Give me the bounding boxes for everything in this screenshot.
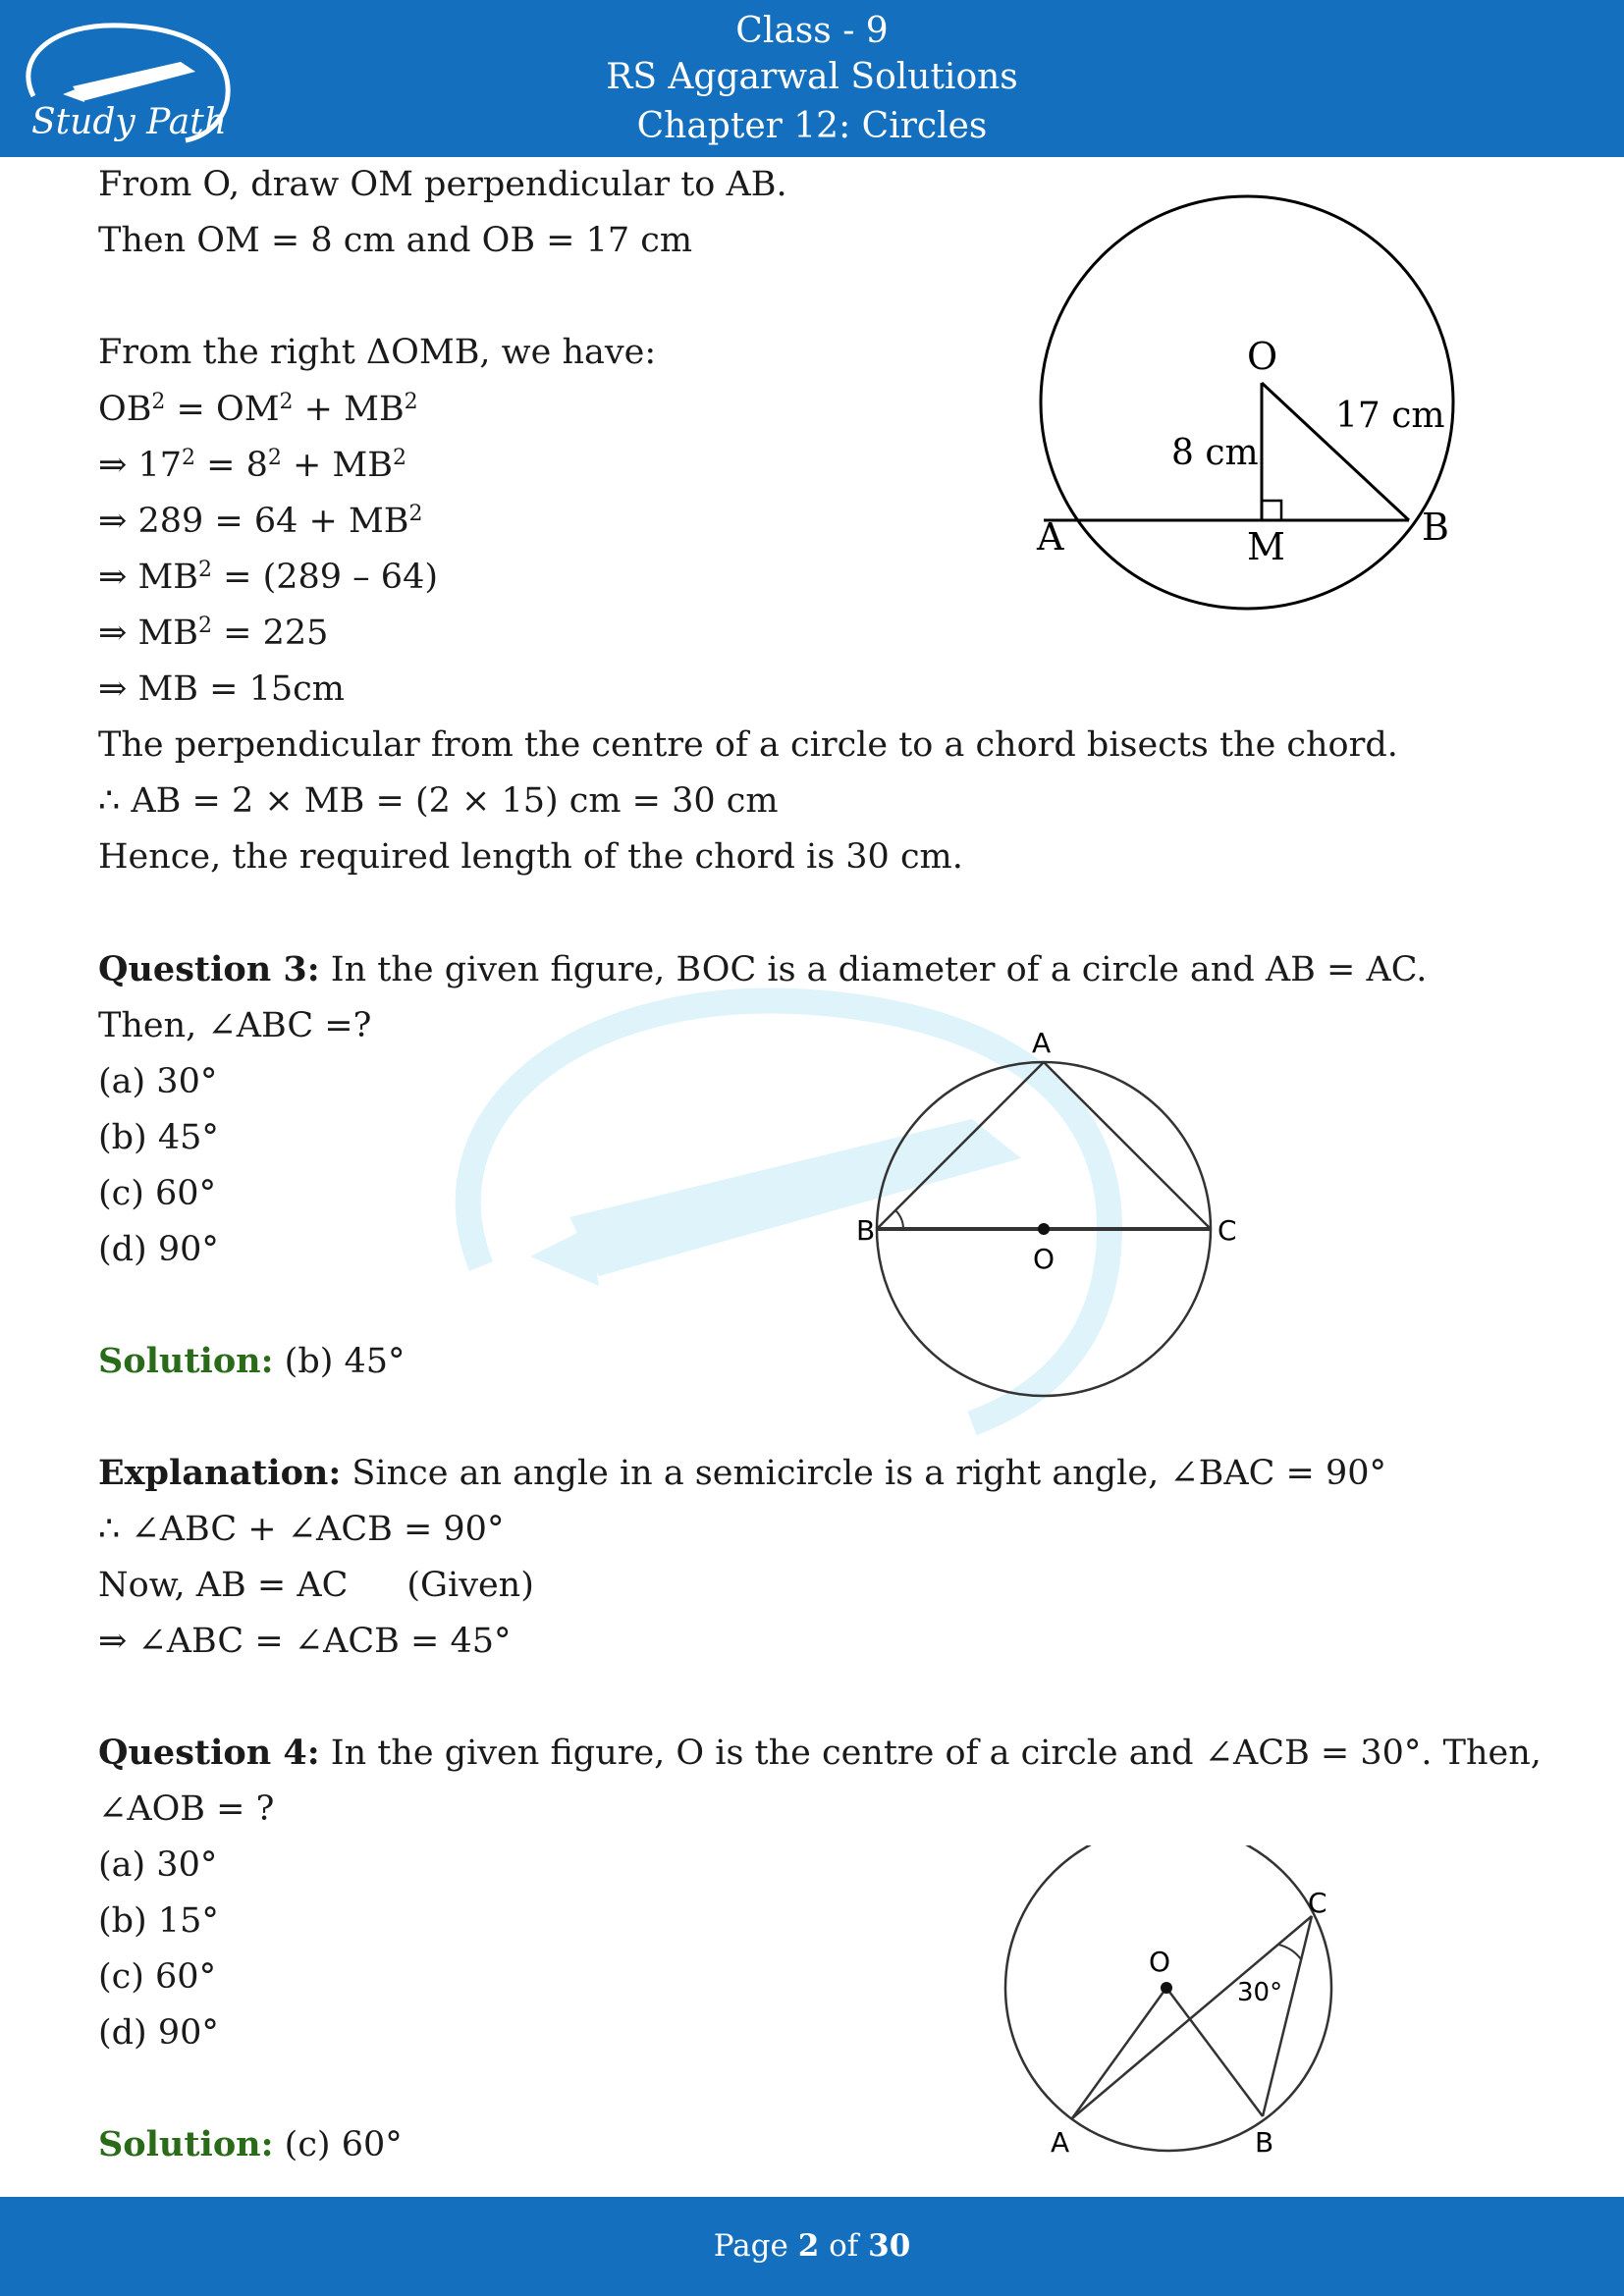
header-chapter: Chapter 12: Circles (636, 106, 988, 146)
page-footer: Page 2 of 30 (0, 2197, 1624, 2296)
label-a: A (1051, 2126, 1070, 2159)
equation-line: ⇒ $MB^2 = (289 - 64)$ (98, 558, 438, 597)
question-label: Question 3: (98, 949, 320, 989)
label-c: C (1218, 1214, 1237, 1247)
label-om: 8 cm (1171, 433, 1259, 473)
question-label: Question 4: (98, 1733, 320, 1773)
equation-line: ⇒ $17^2 = 8^2 + MB^2$ (98, 446, 406, 485)
equation-line: $OB^2 = OM^2 + MB^2$ (98, 390, 418, 429)
option-b: (b) 45° (98, 1118, 219, 1157)
explanation-line: ∴ ∠ABC + ∠ACB = 90° (98, 1510, 505, 1549)
question-4-text: ∠AOB = ? (98, 1789, 275, 1829)
body-line: Then OM = 8 cm and OB = 17 cm (98, 221, 693, 260)
label-b: B (1255, 2126, 1274, 2159)
body-line: From O, draw OM perpendicular to AB. (98, 165, 787, 204)
label-ob: 17 cm (1335, 396, 1445, 436)
solution-3: Solution: (b) 45° (98, 1341, 406, 1381)
equation-line: ⇒ $MB^2 = 225$ (98, 614, 329, 653)
option-d: (d) 90° (98, 2013, 219, 2053)
option-a: (a) 30° (98, 1845, 218, 1885)
label-angle: 30° (1237, 1978, 1283, 2007)
label-o: O (1149, 1946, 1171, 1978)
explanation-label: Explanation: (98, 1453, 342, 1493)
header-class: Class - 9 (735, 11, 889, 51)
option-c: (c) 60° (98, 1957, 217, 1997)
figure-diameter-boc (844, 1021, 1257, 1414)
equation-line: ⇒ $289 = 64 + MB^2$ (98, 502, 423, 541)
header-book: RS Aggarwal Solutions (606, 57, 1018, 97)
label-a: A (1037, 515, 1064, 559)
label-a: A (1032, 1027, 1052, 1059)
option-d: (d) 90° (98, 1230, 219, 1269)
figure-central-angle (982, 1845, 1394, 2169)
option-a: (a) 30° (98, 1062, 218, 1101)
solution-label: Solution: (98, 1341, 274, 1381)
body-line: From the right ΔOMB, we have: (98, 333, 657, 372)
page-header (0, 0, 1624, 157)
solution-label: Solution: (98, 2124, 274, 2164)
label-c: C (1308, 1887, 1327, 1919)
explanation-line: ⇒ ∠ABC = ∠ACB = 45° (98, 1622, 512, 1661)
question-3-text: Then, ∠ABC =? (98, 1006, 372, 1045)
label-o: O (1033, 1243, 1056, 1275)
page-total: 30 (868, 2228, 911, 2264)
page-number: 2 (797, 2228, 820, 2264)
explanation-line: Now, AB = AC (Given) (98, 1566, 534, 1605)
label-b: B (856, 1214, 876, 1247)
question-4: Question 4: In the given figure, O is the centre of a circle and ∠ACB = 30°. Then, (98, 1733, 1542, 1773)
figure-chord-om (1011, 177, 1483, 628)
logo-text: Study Path (31, 102, 227, 142)
option-b: (b) 15° (98, 1901, 219, 1941)
label-b: B (1422, 506, 1449, 549)
question-3: Question 3: In the given figure, BOC is a diameter of a circle and AB = AC. (98, 949, 1428, 989)
explanation-3: Explanation: Since an angle in a semicircle is a right angle, ∠BAC = 90° (98, 1453, 1387, 1493)
label-m: M (1247, 525, 1285, 568)
solution-4: Solution: (c) 60° (98, 2124, 403, 2164)
body-line: The perpendicular from the centre of a circle to a chord bisects the chord. (98, 725, 1398, 765)
body-line: Hence, the required length of the chord is 30 cm. (98, 837, 963, 877)
option-c: (c) 60° (98, 1174, 217, 1213)
body-line: ∴ AB = 2 × MB = (2 × 15) cm = 30 cm (98, 781, 779, 821)
equation-line: ⇒ MB = 15cm (98, 669, 345, 709)
label-o: O (1247, 335, 1278, 378)
